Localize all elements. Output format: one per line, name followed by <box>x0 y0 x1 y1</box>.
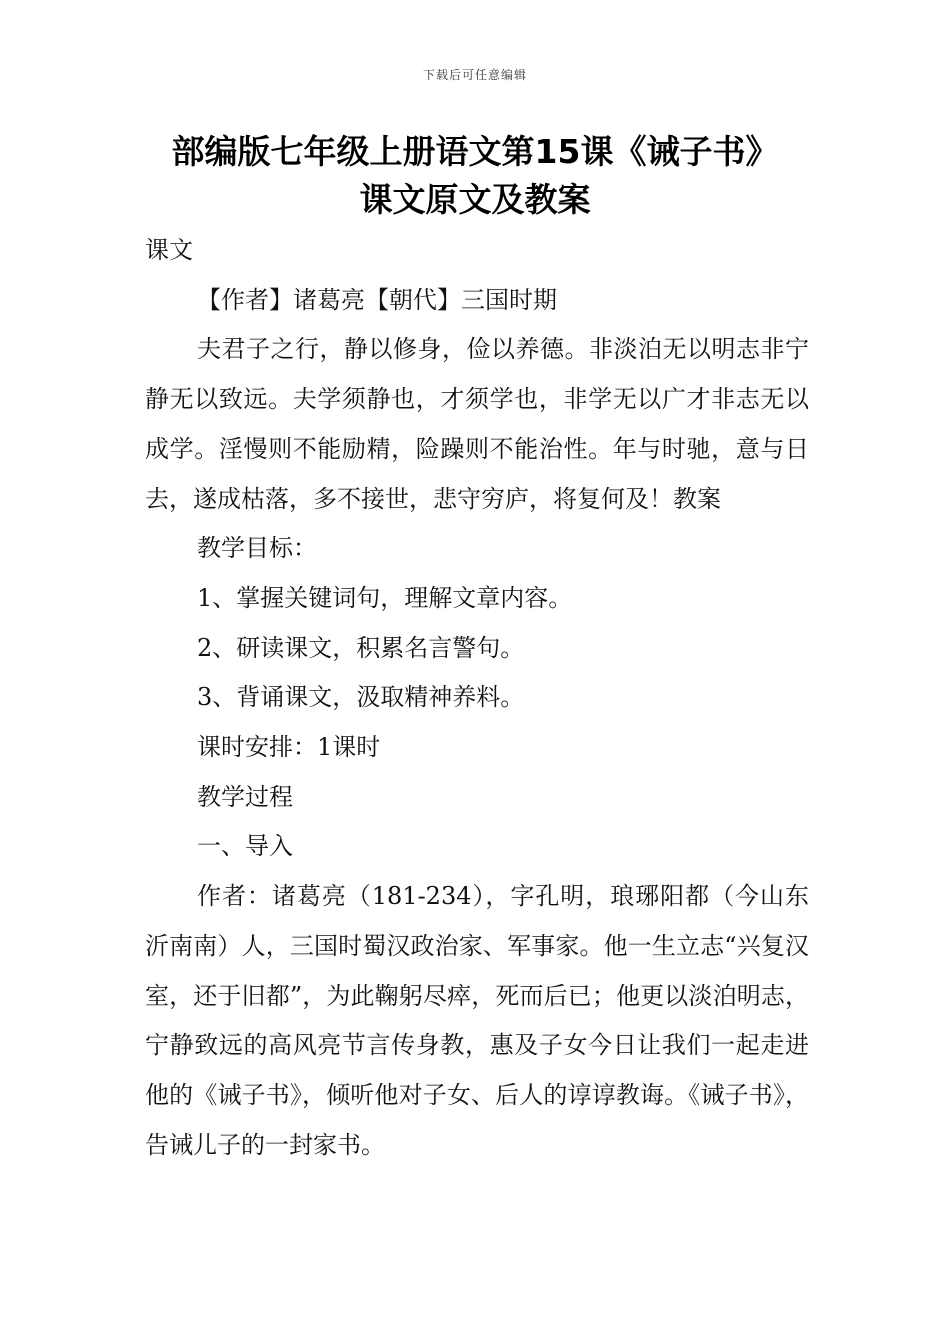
author-introduction-paragraph: 作者：诸葛亮（181-234），字孔明，琅琊阳都（今山东沂南南）人，三国时蜀汉政治家、军事家。他一生立志“兴复汉室，还于旧都”，为此鞠躬尽瘁，死而后已；他更以淡泊明志，宁静致远的高风亮节言传身教，惠及子女今日让我们一起走进他的《诫子书》，倾听他对子女、后人的谆谆教诲。《诫子书》，告诫儿子的一封家书。 <box>145 882 809 1159</box>
goal-item-1: 1、掌握关键词句，理解文章内容。 <box>197 583 573 612</box>
title-line-1: 部编版七年级上册语文第15课《诫子书》 <box>171 132 779 171</box>
author-dynasty-line: 【作者】诸葛亮【朝代】三国时期 <box>197 285 557 314</box>
goal-item-2: 2、研读课文，积累名言警句。 <box>197 633 525 662</box>
document-title <box>100 128 850 224</box>
document-body <box>145 226 809 1170</box>
header-note: 下载后可任意编辑 <box>422 68 527 82</box>
section-heading-text: 课文 <box>145 236 193 264</box>
teaching-goals-heading: 教学目标： <box>197 534 317 563</box>
introduction-heading: 一、导入 <box>197 832 293 861</box>
title-line-2: 课文原文及教案 <box>359 180 591 219</box>
goal-item-3: 3、背诵课文，汲取精神养料。 <box>197 683 525 712</box>
teaching-process-heading: 教学过程 <box>197 782 293 811</box>
class-hours-line: 课时安排：1课时 <box>197 733 381 762</box>
original-text-paragraph: 夫君子之行，静以修身，俭以养德。非淡泊无以明志非宁静无以致远。夫学须静也，才须学也，非学无以广才非志无以成学。淫慢则不能励精，险躁则不能治性。年与时驰，意与日去，遂成枯落，多不接世，悲守穷庐，将复何及！教案 <box>145 335 809 513</box>
